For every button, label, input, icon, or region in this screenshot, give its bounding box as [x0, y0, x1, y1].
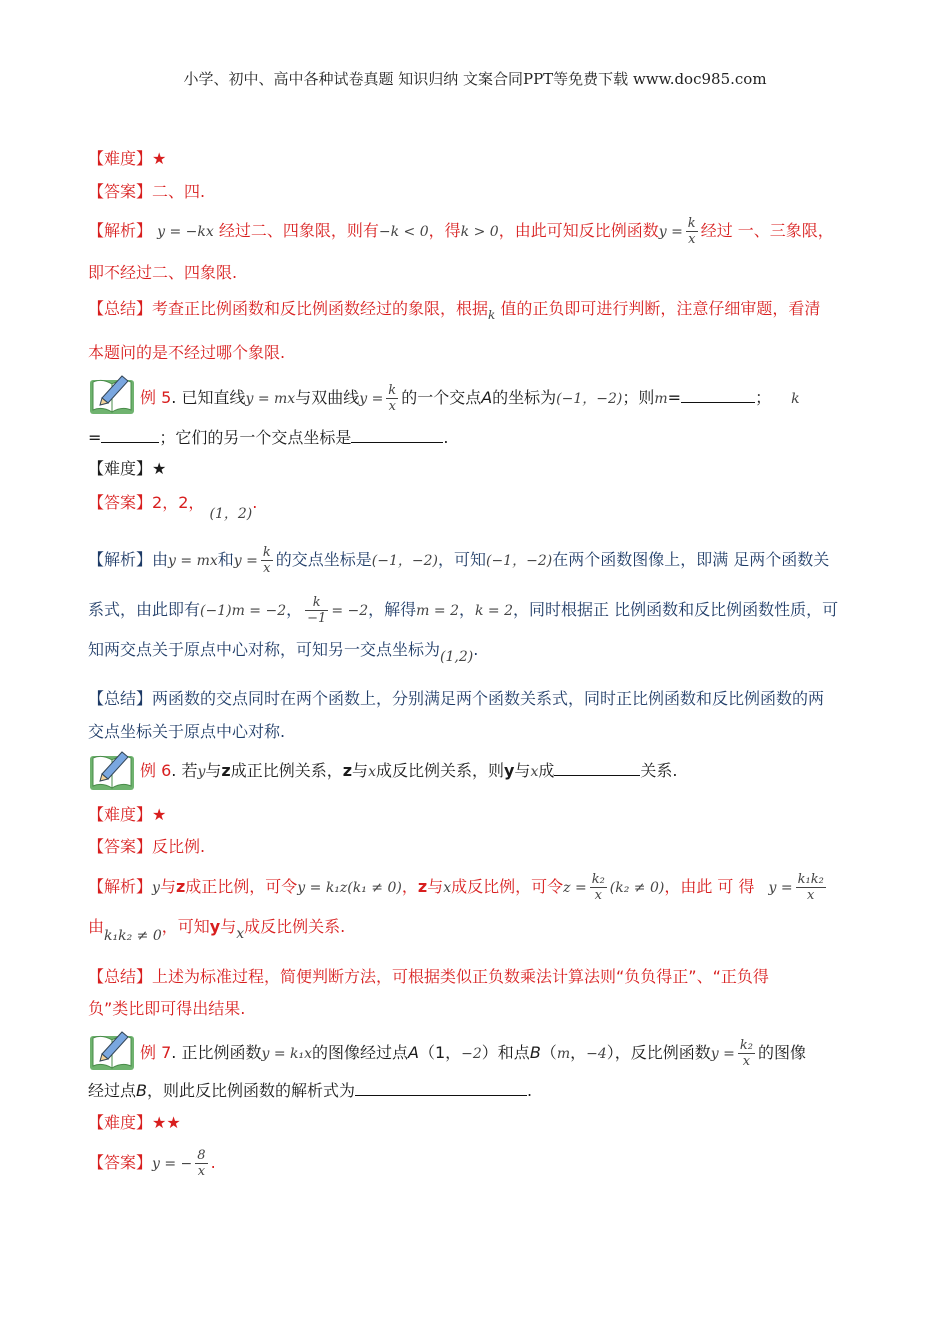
question-text: 经过点	[88, 1081, 137, 1100]
difficulty-label: 【难度】	[88, 459, 153, 478]
variable: y	[209, 917, 221, 936]
math-expression: (−1，−2)	[556, 391, 623, 407]
math-expression: k	[488, 308, 496, 322]
math-expression: m	[654, 391, 668, 407]
question-text: ；	[755, 388, 772, 407]
question-text: =	[667, 388, 682, 407]
math-expression: (−1，−2)	[371, 553, 438, 569]
analysis-text: 与	[427, 877, 444, 896]
question-text: ）和点	[481, 1043, 530, 1062]
analysis-text: 成反比例关系.	[244, 917, 346, 936]
example-5-question-line-2	[88, 427, 449, 449]
difficulty-stars: ★	[152, 149, 167, 168]
point-label: A	[481, 388, 493, 407]
question-text: ，	[570, 1043, 587, 1062]
math-expression: (−1，−2)	[485, 553, 553, 569]
math-expression: −k < 0	[378, 224, 429, 240]
denominator: x	[807, 888, 815, 903]
analysis-text: 成正比例，可令	[185, 877, 298, 896]
fraction	[261, 545, 273, 576]
summary-line	[88, 298, 820, 326]
math-expression: (−1)m = −2	[200, 603, 287, 619]
difficulty-line	[88, 1112, 181, 1134]
math-expression: y	[197, 764, 206, 780]
math-expression: k₁k₂ ≠ 0	[104, 928, 162, 944]
numerator: k	[305, 595, 328, 611]
denominator: x	[688, 232, 696, 247]
math-expression: y = k₁x	[261, 1046, 312, 1062]
question-text: 与	[205, 761, 222, 780]
math-expression: y = −kx	[157, 224, 214, 240]
summary-line-2: 负”类比即可得出结果.	[88, 999, 246, 1018]
question-text: ，则此反比例函数的解析式为	[147, 1081, 356, 1100]
question-text: 与双曲线	[295, 388, 360, 407]
numerator: k₁k₂	[797, 872, 824, 887]
denominator: x	[388, 399, 396, 414]
analysis-label: 【解析】	[88, 550, 153, 569]
math-expression: −4	[586, 1046, 607, 1062]
analysis-line-2	[88, 595, 838, 626]
question-text: 成正比例关系，	[230, 761, 343, 780]
math-expression: y = mx	[245, 391, 296, 407]
answer-label: 【答案】	[88, 837, 153, 856]
math-expression: y =	[359, 391, 384, 407]
question-text: =	[88, 428, 102, 447]
analysis-label: 【解析】	[88, 877, 153, 896]
difficulty-line	[88, 458, 166, 480]
answer-blank[interactable]	[355, 1081, 527, 1096]
math-expression: = −2	[331, 603, 369, 619]
math-expression: y = k₁z(k₁ ≠ 0)	[297, 880, 402, 896]
analysis-text: ，由此 可 得	[664, 877, 755, 896]
math-expression: y =	[233, 553, 258, 569]
analysis-text: 成反比例，可令	[451, 877, 564, 896]
math-expression: y = −	[152, 1156, 193, 1172]
example-5-question-line-1	[140, 383, 800, 414]
question-text: .	[443, 428, 449, 447]
analysis-text: ，	[458, 600, 475, 619]
math-expression: −2	[461, 1046, 482, 1062]
denominator: x	[742, 1054, 751, 1069]
book-pencil-icon	[88, 748, 138, 792]
answer-line: 【答案】2，2， (1，2).	[88, 493, 258, 522]
math-expression: y =	[710, 1046, 735, 1062]
analysis-text: 知两交点关于原点中心对称，可知另一交点坐标为	[88, 640, 441, 659]
analysis-text: 由	[152, 550, 169, 569]
difficulty-line	[88, 804, 166, 826]
math-expression: x	[236, 926, 245, 942]
analysis-text: ，	[401, 877, 418, 896]
denominator: −1	[307, 611, 327, 626]
question-text: 的坐标为	[492, 388, 557, 407]
analysis-text: 和	[217, 550, 234, 569]
numerator: k₂	[739, 1038, 753, 1053]
math-expression: x	[368, 764, 376, 780]
analysis-line-3: 知两交点关于原点中心对称，可知另一交点坐标为(1,2).	[88, 640, 479, 665]
variable: z	[175, 877, 186, 896]
summary-text: 考查正比例函数和反比例函数经过的象限，根据	[152, 299, 489, 318]
answer-text: 2，2，	[152, 493, 205, 512]
difficulty-stars: ★	[152, 459, 167, 478]
answer-label: 【答案】	[88, 493, 153, 512]
math-expression: y = mx	[168, 553, 218, 569]
analysis-line	[88, 872, 829, 903]
answer-label: 【答案】	[88, 1153, 153, 1172]
analysis-text: ，同时根据正 比例函数和反比例函数性质，可	[513, 600, 839, 619]
question-text: 的一个交点	[401, 388, 482, 407]
summary-label: 【总结】	[88, 299, 153, 318]
point-label: B	[136, 1081, 147, 1100]
analysis-text: 在两个函数图像上，即满 足两个函数关	[552, 550, 830, 569]
analysis-text: ，可知	[161, 917, 210, 936]
analysis-text: ，	[286, 600, 303, 619]
fraction	[738, 1038, 755, 1069]
numerator: k	[388, 383, 397, 398]
question-text: 的图像经过点	[312, 1043, 409, 1062]
math-expression: m	[556, 1046, 571, 1062]
math-expression: k > 0	[460, 224, 499, 240]
question-text: 成反比例关系，则	[375, 761, 504, 780]
analysis-text: ，可知	[437, 550, 486, 569]
math-expression: k = 2	[475, 603, 514, 619]
example-title: 例 7	[140, 1043, 172, 1062]
variable: z	[342, 761, 353, 780]
answer-text: 二、四.	[152, 182, 206, 201]
answer-text: 反比例.	[152, 837, 206, 856]
question-text: （	[540, 1043, 557, 1062]
answer-text: .	[210, 1153, 216, 1172]
analysis-line-2	[88, 916, 345, 947]
fraction	[195, 1148, 207, 1179]
math-expression: x	[530, 764, 539, 780]
math-expression: z =	[563, 880, 587, 896]
book-pencil-icon	[88, 1028, 138, 1072]
example-title: 例 5	[140, 388, 172, 407]
analysis-text: ，由此可知反比例函数	[498, 221, 659, 240]
fraction	[590, 872, 607, 903]
fraction	[796, 872, 826, 903]
point-label: B	[529, 1043, 541, 1062]
summary-line-2: 本题问的是不经过哪个象限.	[88, 343, 286, 362]
analysis-text: 的交点坐标是	[275, 550, 372, 569]
difficulty-line	[88, 148, 166, 170]
answer-line	[88, 181, 205, 203]
example-title: 例 6	[140, 761, 172, 780]
variable: z	[221, 761, 231, 780]
math-expression: (1，2)	[209, 506, 253, 522]
math-expression: (k₂ ≠ 0)	[609, 880, 665, 896]
analysis-text: 与	[159, 877, 176, 896]
summary-text: 两函数的交点同时在两个函数上，分别满足两个函数关系式，同时正比例函数和反比例函数的两	[152, 689, 825, 708]
question-text: ；它们的另一个交点坐标是	[159, 428, 352, 447]
question-text: 的图像	[757, 1043, 806, 1062]
question-text: ；则	[622, 388, 655, 407]
denominator: x	[594, 888, 602, 903]
analysis-text: 与	[220, 917, 237, 936]
summary-line	[88, 966, 769, 988]
summary-text: 上述为标准过程，简便判断方法，可根据类似正负数乘法计算法则“负负得正”、“正负得	[152, 967, 769, 986]
fraction	[686, 216, 698, 247]
analysis-line	[88, 545, 829, 576]
numerator: k	[687, 216, 696, 231]
denominator: x	[197, 1164, 206, 1179]
answer-blank[interactable]	[351, 428, 443, 443]
difficulty-label: 【难度】	[88, 1113, 153, 1132]
variable: z	[417, 877, 428, 896]
summary-line	[88, 688, 824, 710]
difficulty-label: 【难度】	[88, 149, 153, 168]
question-text: （1，	[418, 1043, 462, 1062]
example-7-question-line-2	[88, 1080, 532, 1102]
analysis-text: 经过 一、三象限，	[700, 221, 834, 240]
difficulty-stars: ★★	[152, 1113, 181, 1132]
question-text: . 已知直线	[171, 388, 246, 407]
math-expression: y	[152, 880, 160, 896]
analysis-line-2: 即不经过二、四象限.	[88, 263, 238, 282]
summary-text: 值的正负即可进行判断，注意仔细审题，看清	[500, 299, 821, 318]
question-text: 成	[538, 761, 555, 780]
variable: y	[503, 761, 515, 780]
math-expression: y =	[658, 224, 683, 240]
point-label: A	[408, 1043, 419, 1062]
math-expression: y =	[768, 880, 793, 896]
fraction	[305, 595, 328, 626]
question-text: 与	[352, 761, 369, 780]
answer-line	[88, 836, 205, 858]
question-text: 与	[514, 761, 531, 780]
fraction	[386, 383, 398, 414]
math-expression: x	[443, 880, 452, 896]
summary-label: 【总结】	[88, 689, 153, 708]
summary-label: 【总结】	[88, 967, 153, 986]
difficulty-stars: ★	[152, 805, 167, 824]
difficulty-label: 【难度】	[88, 805, 153, 824]
question-text: 关系.	[640, 761, 678, 780]
example-7-question-line-1	[140, 1038, 806, 1069]
analysis-text: 经过二、四象限，则有	[218, 221, 379, 240]
denominator: x	[263, 561, 271, 576]
analysis-text: 由	[88, 917, 105, 936]
numerator: k	[262, 545, 271, 560]
analysis-text: 系式，由此即有	[88, 600, 201, 619]
analysis-text: ，解得	[368, 600, 417, 619]
answer-blank[interactable]	[101, 428, 159, 443]
numerator: 8	[197, 1148, 206, 1163]
summary-line-2: 交点坐标关于原点中心对称.	[88, 722, 286, 741]
answer-blank[interactable]	[554, 761, 640, 776]
question-text: . 正比例函数	[171, 1043, 262, 1062]
numerator: k₂	[591, 872, 605, 887]
question-text: . 若	[171, 761, 198, 780]
math-expression: (1,2)	[440, 649, 474, 665]
math-expression: k	[791, 391, 800, 407]
analysis-text: ，得	[428, 221, 461, 240]
book-pencil-icon	[88, 372, 138, 416]
page-header: 小学、初中、高中各种试卷真题 知识归纳 文案合同PPT等免费下载 www.doc985.com	[183, 70, 767, 88]
answer-label: 【答案】	[88, 182, 153, 201]
math-expression: m = 2	[416, 603, 459, 619]
question-text: ），反比例函数	[606, 1043, 711, 1062]
question-text: .	[527, 1081, 533, 1100]
analysis-label: 【解析】	[88, 221, 153, 240]
example-6-question-line	[140, 760, 677, 783]
answer-line	[88, 1148, 216, 1179]
analysis-line	[88, 216, 834, 247]
answer-blank[interactable]	[681, 388, 755, 403]
